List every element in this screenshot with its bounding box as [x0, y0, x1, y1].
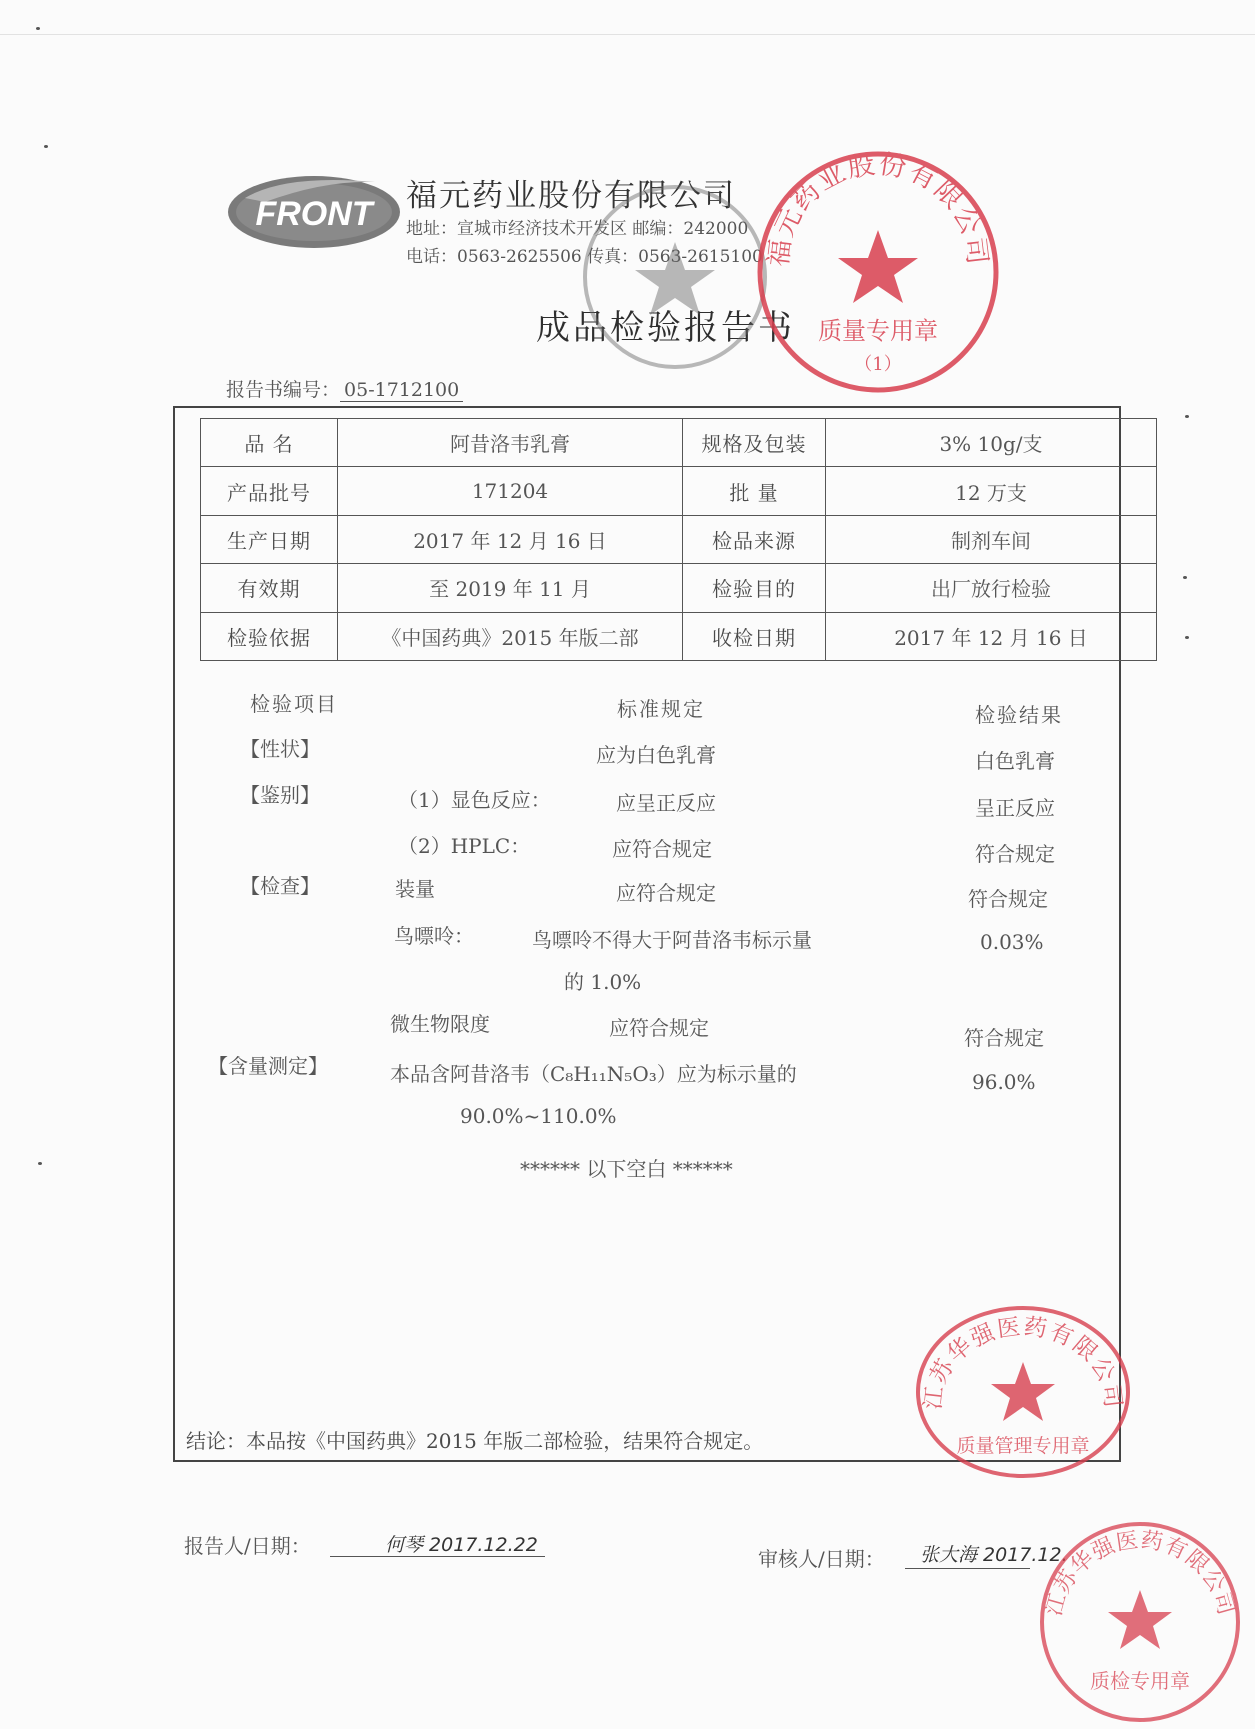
test-result: 符合规定 — [975, 842, 1055, 866]
svg-text:江苏华强医药有限公司: 江苏华强医药有限公司 — [1041, 1527, 1239, 1619]
info-label: 产品批号 — [201, 467, 338, 515]
scan-speck — [1185, 415, 1189, 418]
huaqiang-inspection-seal — [1028, 1518, 1250, 1723]
test-result: 白色乳膏 — [975, 749, 1055, 773]
test-category: 【性状】 — [240, 737, 320, 761]
reviewer-sign-line — [905, 1568, 1030, 1569]
company-phone: 电话：0563-2625506 传真：0563-2615100 — [406, 247, 763, 267]
company-address: 地址：宣城市经济技术开发区 邮编：242000 — [406, 219, 749, 239]
info-row — [201, 419, 1157, 467]
info-label: 有效期 — [201, 564, 338, 612]
info-row — [201, 564, 1157, 612]
info-label: 检验依据 — [201, 612, 338, 660]
test-standard-cont: 的 1.0% — [564, 970, 642, 994]
info-value: 出厂放行检验 — [826, 564, 1157, 612]
test-standard: 鸟嘌呤不得大于阿昔洛韦标示量 — [532, 928, 812, 952]
report-number — [226, 375, 463, 402]
test-subitem: （2）HPLC： — [398, 834, 531, 858]
reviewer-signature: 张大海 2017.12. — [920, 1544, 1068, 1566]
reviewer-label: 审核人/日期： — [758, 1547, 885, 1571]
test-standard: 应符合规定 — [616, 881, 716, 905]
test-category: 【检查】 — [240, 874, 320, 898]
info-label: 规格及包装 — [683, 419, 826, 467]
front-logo — [225, 168, 403, 252]
info-row — [201, 515, 1157, 563]
scan-speck — [1185, 636, 1189, 639]
test-subitem: （1）显色反应： — [398, 788, 551, 812]
test-standard: 本品含阿昔洛韦（C₈H₁₁N₅O₃）应为标示量的 — [390, 1062, 797, 1086]
test-category: 【含量测定】 — [208, 1054, 328, 1078]
svg-text:质量专用章: 质量专用章 — [818, 317, 938, 345]
test-result: 符合规定 — [968, 887, 1048, 911]
blank-note: ****** 以下空白 ****** — [520, 1157, 733, 1181]
document-title: 成品检验报告书 — [536, 308, 795, 348]
svg-text:质检专用章: 质检专用章 — [1090, 1669, 1190, 1693]
svg-text:江苏华强医药有限公司: 江苏华强医药有限公司 — [920, 1313, 1126, 1411]
info-value: 171204 — [338, 467, 683, 515]
reporter-label: 报告人/日期： — [184, 1534, 311, 1558]
scan-speck — [38, 1162, 42, 1165]
info-label: 批 量 — [683, 467, 826, 515]
report-number-label: 报告书编号： — [226, 379, 341, 401]
svg-text:质量管理专用章: 质量管理专用章 — [956, 1435, 1090, 1457]
company-name: 福元药业股份有限公司 — [406, 178, 736, 214]
info-label: 检验目的 — [683, 564, 826, 612]
test-result: 0.03% — [980, 930, 1044, 954]
col-header-result: 检验结果 — [975, 703, 1063, 727]
test-standard: 应符合规定 — [612, 837, 712, 861]
reporter-signature: 何琴 2017.12.22 — [385, 1534, 538, 1556]
test-subitem: 微生物限度 — [390, 1012, 490, 1036]
info-row — [201, 612, 1157, 660]
test-result: 符合规定 — [964, 1026, 1044, 1050]
info-value: 12 万支 — [826, 467, 1157, 515]
col-header-standard: 标准规定 — [617, 697, 705, 721]
test-result: 呈正反应 — [975, 796, 1055, 820]
scan-speck — [44, 145, 48, 148]
test-subitem: 鸟嘌呤： — [394, 924, 474, 948]
test-result: 96.0% — [972, 1070, 1036, 1094]
info-label: 品 名 — [201, 419, 338, 467]
info-value: 《中国药典》2015 年版二部 — [338, 612, 683, 660]
info-value: 2017 年 12 月 16 日 — [338, 515, 683, 563]
product-info-table — [200, 418, 1157, 661]
company-gray-seal — [575, 172, 775, 382]
quality-seal — [752, 146, 1004, 398]
test-standard: 应为白色乳膏 — [596, 743, 716, 767]
info-label: 收检日期 — [683, 612, 826, 660]
info-label: 检品来源 — [683, 515, 826, 563]
info-row — [201, 467, 1157, 515]
test-standard: 应符合规定 — [609, 1016, 709, 1040]
report-number-value: 05-1712100 — [340, 379, 463, 402]
info-value: 制剂车间 — [826, 515, 1157, 563]
svg-text:（1）: （1） — [854, 354, 902, 375]
info-value: 3% 10g/支 — [826, 419, 1157, 467]
test-standard-cont: 90.0%~110.0% — [460, 1104, 617, 1128]
huaqiang-quality-seal — [913, 1300, 1133, 1480]
info-value: 2017 年 12 月 16 日 — [826, 612, 1157, 660]
test-standard: 应呈正反应 — [616, 791, 716, 815]
scan-speck — [36, 27, 40, 30]
info-label: 生产日期 — [201, 515, 338, 563]
col-header-item: 检验项目 — [250, 692, 338, 716]
scan-speck — [1183, 576, 1187, 579]
test-category: 【鉴别】 — [240, 783, 320, 807]
scan-edge-line — [0, 34, 1255, 35]
info-value: 阿昔洛韦乳膏 — [338, 419, 683, 467]
info-value: 至 2019 年 11 月 — [338, 564, 683, 612]
svg-text:福元药业股份有限公司: 福元药业股份有限公司 — [763, 148, 993, 269]
svg-text:FRONT: FRONT — [255, 195, 373, 233]
test-subitem: 装量 — [395, 877, 435, 901]
conclusion: 结论：本品按《中国药典》2015 年版二部检验，结果符合规定。 — [186, 1429, 764, 1453]
